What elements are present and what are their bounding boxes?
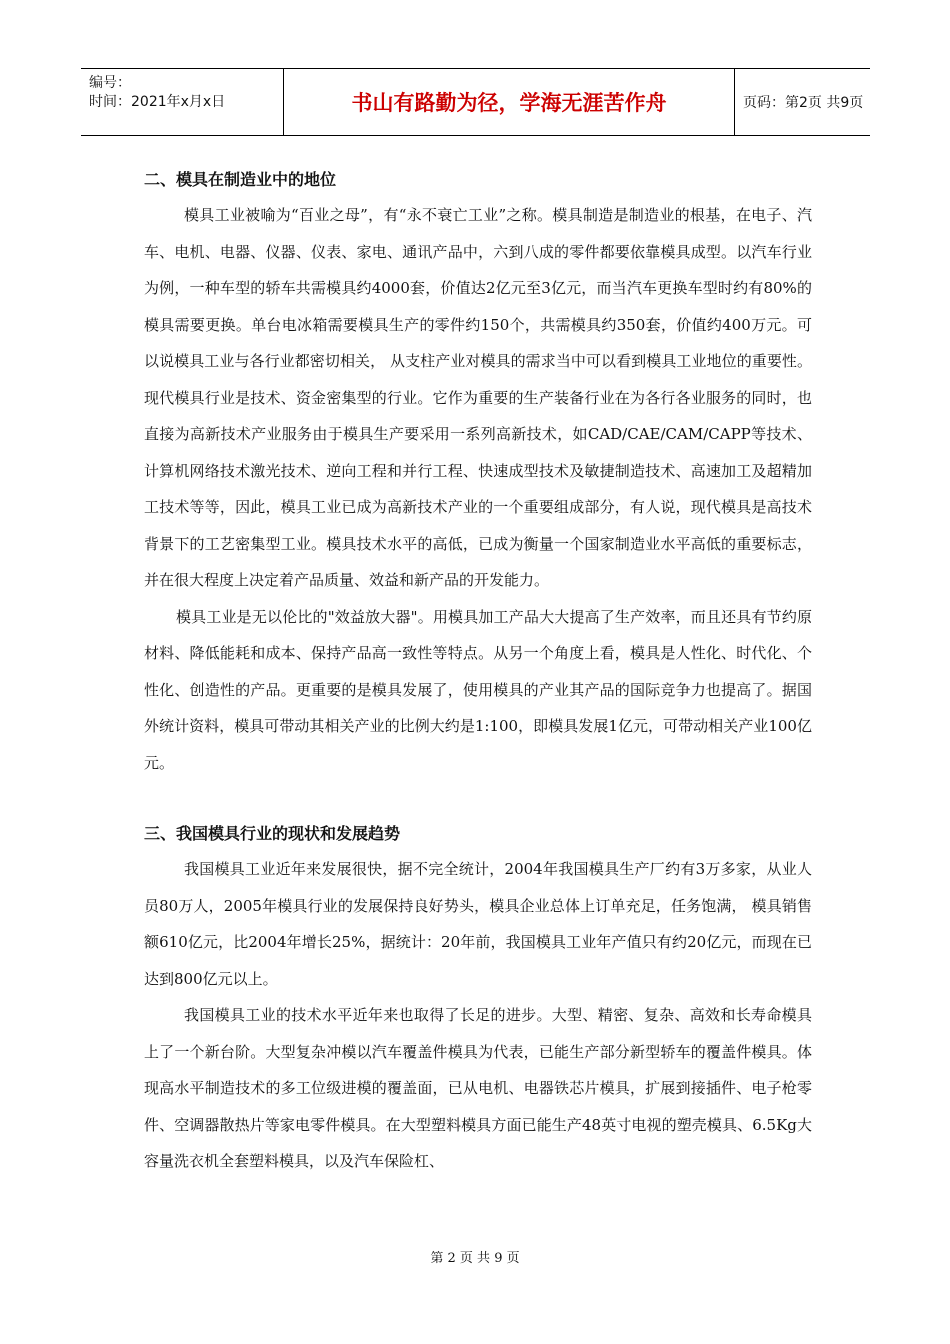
motto-text: 书山有路勤为径，学海无涯苦作舟 <box>351 91 667 115</box>
paragraph: 模具工业被喻为“百业之母”，有“永不衰亡工业”之称。模具制造是制造业的根基，在电子、汽车、电机、电器、仪器、仪表、家电、通讯产品中，六到八成的零件都要依靠模具成型。以汽车行业为例，一种车型的轿车共需模具约4000套，价值达2亿元至3亿元，而当汽车更换车型时约有80%的模具需要更换。单台电冰箱需要模具生产的零件约150个，共需模具约350套，价值约400万元。可以说模具工业与各行业都密切相关， 从支柱产业对模具的需求当中可以看到模具工业地位的重要性。现代模具行业是技术、资金密集型的行业。它作为重要的生产装备行业在为各行各业服务的同时，也直接为高新技术产业服务由于模具生产要采用一系列高新技术，如CAD/CAE/CAM/CAPP等技术、计算机网络技术激光技术、逆向工程和并行工程、快速成型技术及敏捷制造技术、高速加工及超精加工技术等等，因此，模具工业已成为高新技术产业的一个重要组成部分，有人说，现代模具是高技术背景下的工艺密集型工业。模具技术水平的高低，已成为衡量一个国家制造业水平高低的重要标志，并在很大程度上决定着产品质量、效益和新产品的开发能力。 <box>144 206 812 589</box>
header-page-info: 页码：第2页 共9页 <box>743 95 864 111</box>
section-heading: 三、我国模具行业的现状和发展趋势 <box>144 824 401 843</box>
document-body <box>144 163 812 1180</box>
paragraph: 我国模具工业近年来发展很快，据不完全统计，2004年我国模具生产厂约有3万多家，从业人员80万人，2005年模具行业的发展保持良好势头，模具企业总体上订单充足，任务饱满， 模具销售额610亿元，比2004年增长25%，据统计：20年前，我国模具工业年产值只有约20亿元，而现在已达到800亿元以上。 <box>144 860 812 988</box>
header-motto <box>284 69 735 135</box>
section-heading: 二、模具在制造业中的地位 <box>144 170 337 189</box>
page-footer: 第 2 页 共 9 页 <box>430 1251 520 1266</box>
page-header <box>81 68 870 136</box>
paragraph: 模具工业是无以伦比的"效益放大器"。用模具加工产品大大提高了生产效率，而且还具有节约原材料、降低能耗和成本、保持产品高一致性等特点。从另一个角度上看，模具是人性化、时代化、个性化、创造性的产品。更重要的是模具发展了，使用模具的产业其产品的国际竞争力也提高了。据国外统计资料，模具可带动其相关产业的比例大约是1:100，即模具发展1亿元，可带动相关产业100亿元。 <box>144 607 812 772</box>
time-label: 时间：2021年x月x日 <box>89 94 226 110</box>
header-meta <box>81 69 284 135</box>
paragraph: 我国模具工业的技术水平近年来也取得了长足的进步。大型、精密、复杂、高效和长寿命模具上了一个新台阶。大型复杂冲模以汽车覆盖件模具为代表，已能生产部分新型轿车的覆盖件模具。体现高水平制造技术的多工位级进模的覆盖面，已从电机、电器铁芯片模具，扩展到接插件、电子枪零件、空调器散热片等家电零件模具。在大型塑料模具方面已能生产48英寸电视的塑壳模具、6.5Kg大容量洗衣机全套塑料模具，以及汽车保险杠、 <box>144 1006 812 1170</box>
number-label: 编号： <box>89 75 131 91</box>
section-gap <box>144 781 812 817</box>
